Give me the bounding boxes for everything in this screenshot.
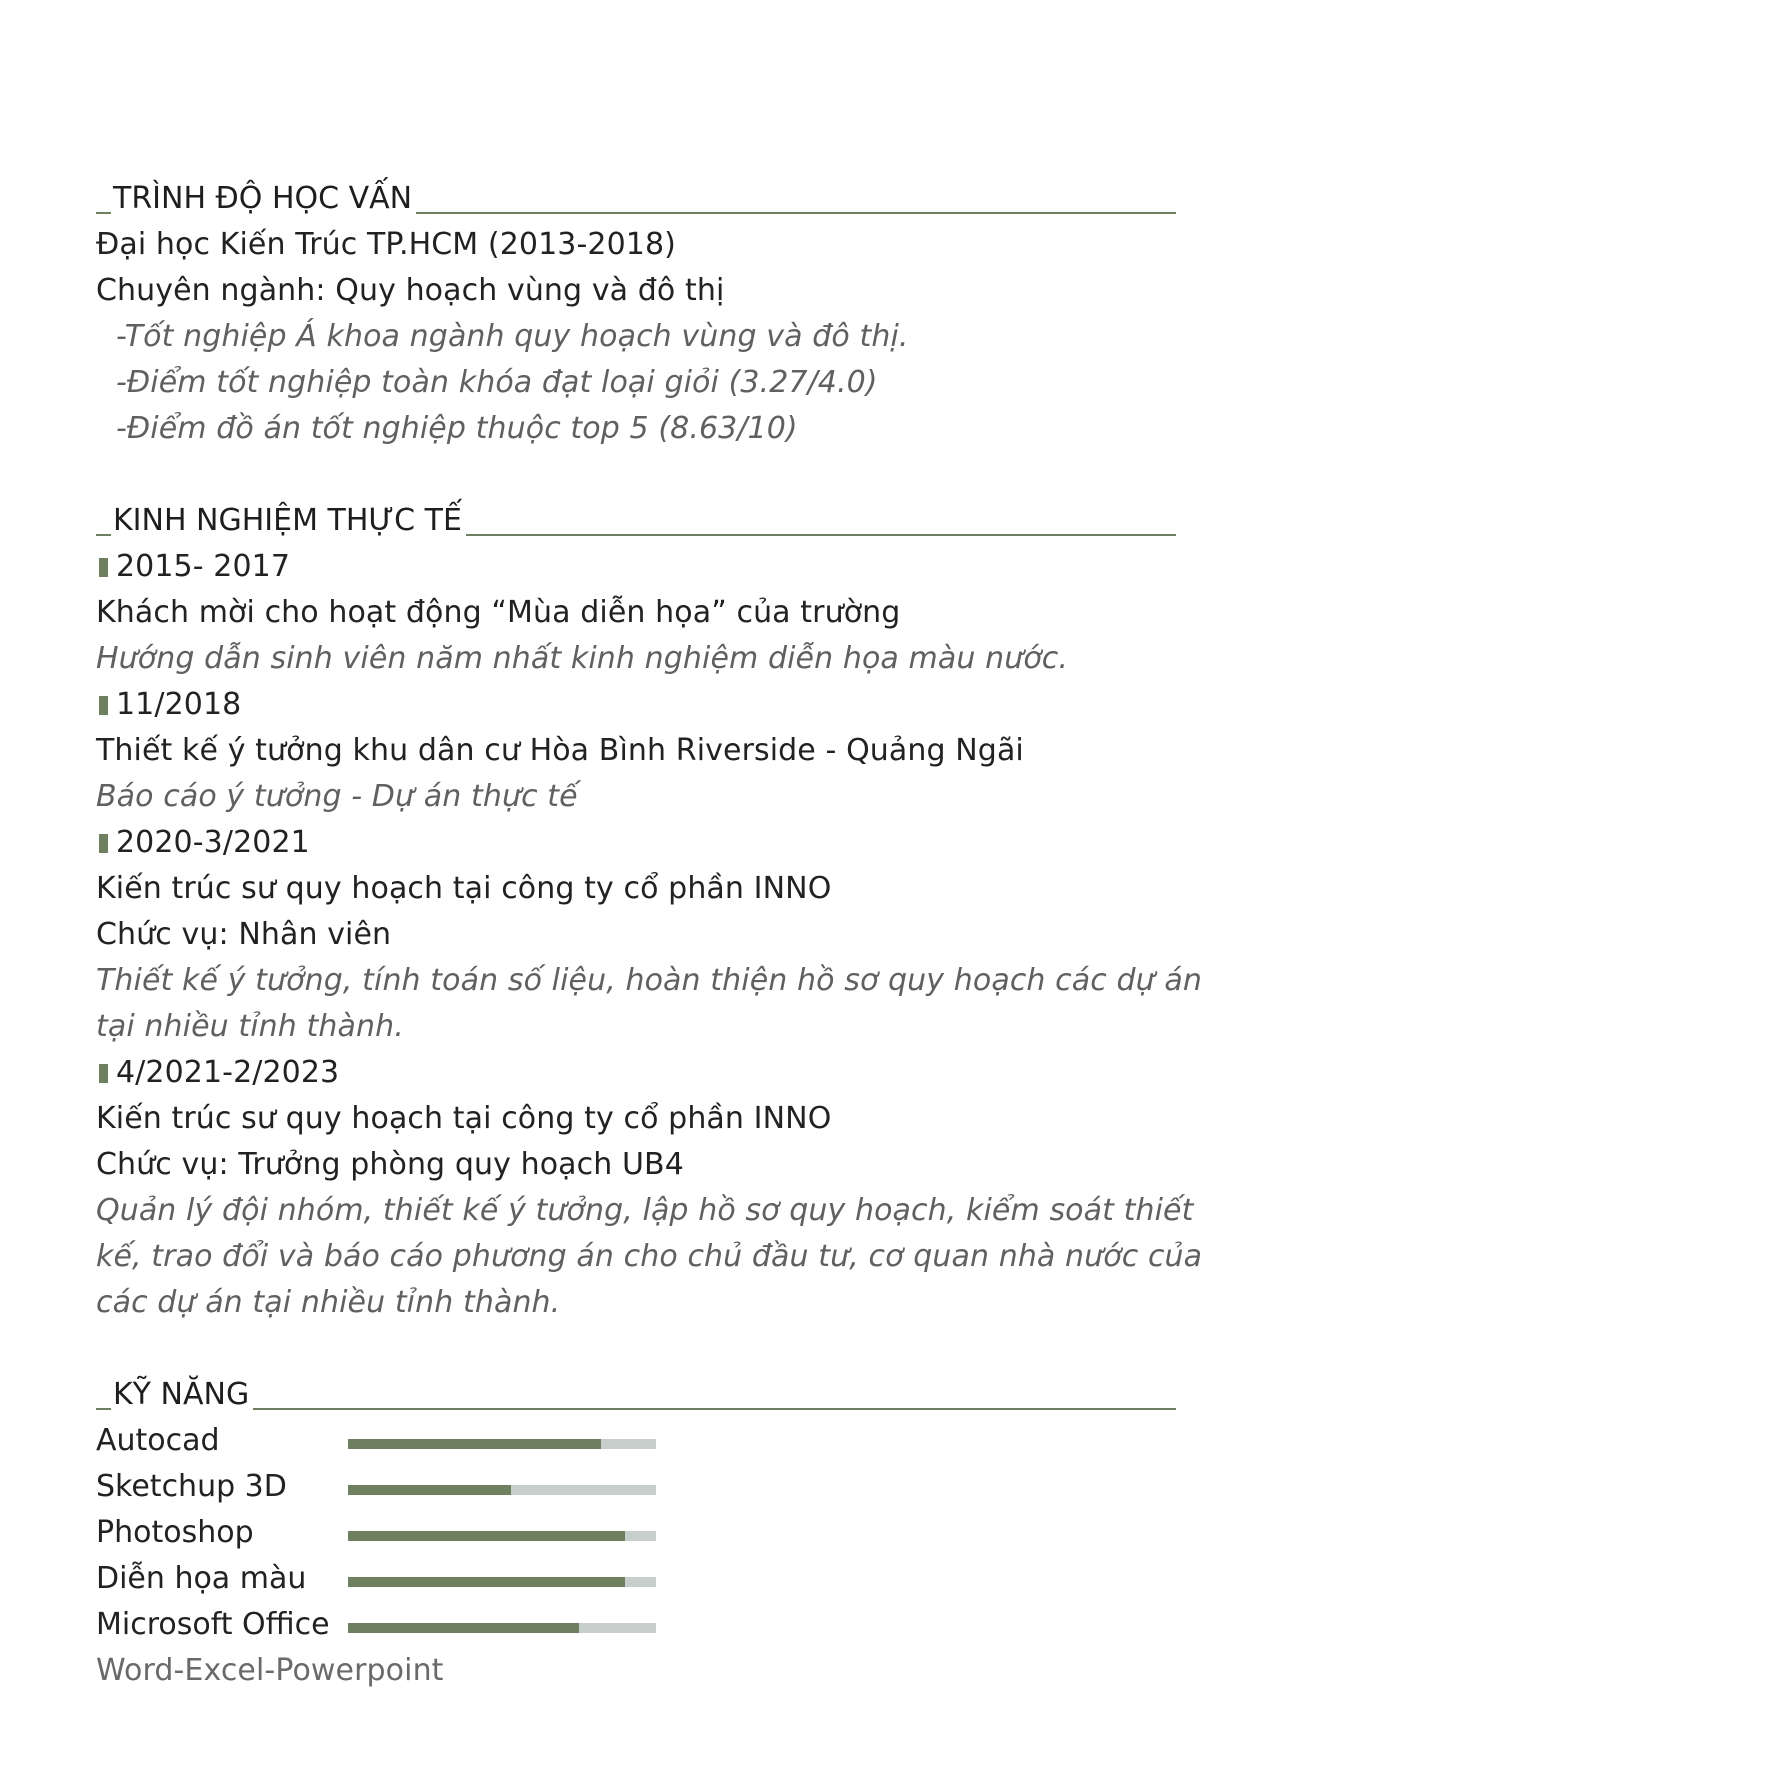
experience-description: Báo cáo ý tưởng - Dự án thực tế	[96, 779, 578, 814]
education-school: Đại học Kiến Trúc TP.HCM (2013-2018)	[96, 227, 676, 262]
experience-heading	[96, 498, 1176, 544]
heading-rule	[253, 1408, 1176, 1410]
square-bullet-icon	[99, 696, 108, 715]
experience-period	[96, 820, 1176, 866]
skill-row	[96, 1418, 1176, 1464]
square-bullet-icon	[99, 834, 108, 853]
skill-row	[96, 1602, 1176, 1648]
resume-page	[96, 176, 1203, 1694]
heading-tick	[96, 534, 111, 536]
skill-row	[96, 1464, 1176, 1510]
experience-title: Kiến trúc sư quy hoạch tại công ty cổ phần INNO	[96, 1101, 832, 1136]
square-bullet-icon	[99, 1064, 108, 1083]
experience-title: Thiết kế ý tưởng khu dân cư Hòa Bình Riverside - Quảng Ngãi	[96, 733, 1024, 768]
education-heading	[96, 176, 1176, 222]
experience-period-text: 2015- 2017	[116, 549, 291, 584]
skills-heading	[96, 1372, 1176, 1418]
experience-period-text: 11/2018	[116, 687, 242, 722]
experience-period	[96, 1050, 1176, 1096]
square-bullet-icon	[99, 558, 108, 577]
heading-rule	[416, 212, 1176, 214]
skill-name: Autocad	[96, 1423, 220, 1458]
heading-tick	[96, 1408, 111, 1410]
skill-bar-fill	[348, 1485, 511, 1495]
experience-title: Kiến trúc sư quy hoạch tại công ty cổ phần INNO	[96, 871, 832, 906]
heading-rule	[466, 534, 1176, 536]
education-major: Chuyên ngành: Quy hoạch vùng và đô thị	[96, 273, 725, 308]
heading-tick	[96, 212, 111, 214]
education-highlight: -Điểm đồ án tốt nghiệp thuộc top 5 (8.63/10)	[116, 411, 798, 446]
skill-bar	[348, 1485, 656, 1495]
experience-description: Hướng dẫn sinh viên năm nhất kinh nghiệm diễn họa màu nước.	[96, 641, 1069, 676]
experience-period-text: 2020-3/2021	[116, 825, 310, 860]
skill-bar-fill	[348, 1531, 625, 1541]
experience-role: Chức vụ: Nhân viên	[96, 917, 392, 952]
skill-bar	[348, 1531, 656, 1541]
experience-period	[96, 682, 1176, 728]
experience-title: Khách mời cho hoạt động “Mùa diễn họa” của trường	[96, 595, 901, 630]
skill-bar-fill	[348, 1439, 601, 1449]
education-highlight: -Tốt nghiệp Á khoa ngành quy hoạch vùng và đô thị.	[116, 319, 909, 354]
experience-description: tại nhiều tỉnh thành.	[96, 1009, 404, 1044]
skill-row	[96, 1510, 1176, 1556]
education-heading-text: TRÌNH ĐỘ HỌC VẤN	[113, 181, 413, 216]
skill-row	[96, 1556, 1176, 1602]
skills-heading-text: KỸ NĂNG	[113, 1377, 250, 1412]
skill-bar-fill	[348, 1623, 579, 1633]
skill-bar	[348, 1623, 656, 1633]
skill-bar	[348, 1577, 656, 1587]
experience-period	[96, 544, 1176, 590]
skill-name: Diễn họa màu	[96, 1561, 307, 1596]
experience-period-text: 4/2021-2/2023	[116, 1055, 340, 1090]
skill-bar-fill	[348, 1577, 625, 1587]
skill-note: Word-Excel-Powerpoint	[96, 1653, 444, 1688]
skill-name: Sketchup 3D	[96, 1469, 287, 1504]
experience-description: kế, trao đổi và báo cáo phương án cho chủ đầu tư, cơ quan nhà nước của	[96, 1239, 1203, 1274]
skill-name: Microsoft Office	[96, 1607, 330, 1642]
experience-description: Thiết kế ý tưởng, tính toán số liệu, hoàn thiện hồ sơ quy hoạch các dự án	[96, 963, 1202, 998]
education-highlight: -Điểm tốt nghiệp toàn khóa đạt loại giỏi (3.27/4.0)	[116, 365, 878, 400]
experience-description: các dự án tại nhiều tỉnh thành.	[96, 1285, 561, 1320]
experience-description: Quản lý đội nhóm, thiết kế ý tưởng, lập hồ sơ quy hoạch, kiểm soát thiết	[96, 1193, 1194, 1228]
experience-heading-text: KINH NGHIỆM THỰC TẾ	[113, 503, 462, 538]
experience-role: Chức vụ: Trưởng phòng quy hoạch UB4	[96, 1147, 684, 1182]
skill-bar	[348, 1439, 656, 1449]
skill-name: Photoshop	[96, 1515, 254, 1550]
